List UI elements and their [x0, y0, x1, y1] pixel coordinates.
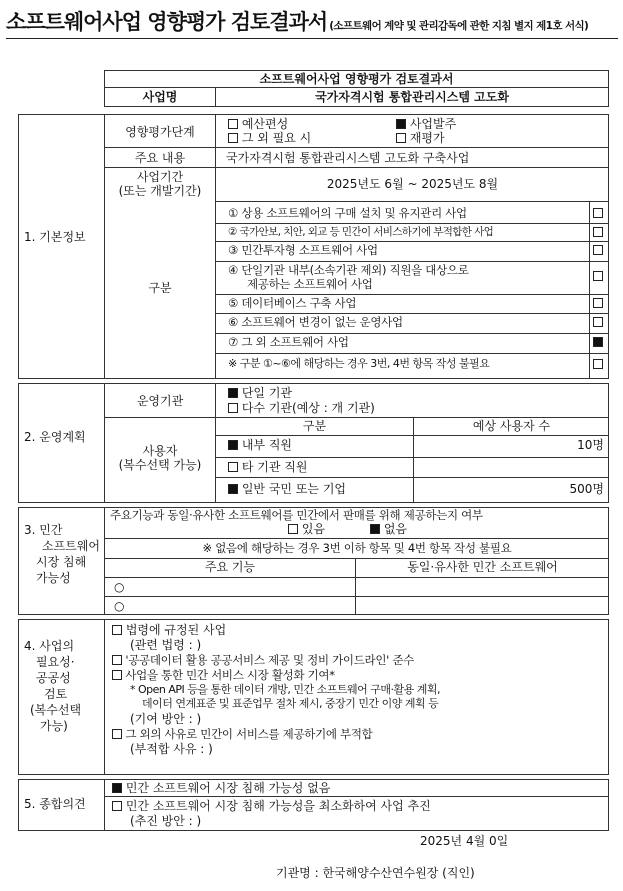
section-4-label-5: (복수선택 [30, 703, 82, 717]
opinion-minimize-checkbox[interactable] [112, 801, 122, 811]
project-label: 사업명 [104, 87, 216, 107]
signer: 기관명 : 한국해양수산연수원장 (직인) [276, 866, 475, 880]
necessity-market-checkbox[interactable] [112, 670, 122, 680]
stage-option-budget[interactable]: 예산편성 [228, 117, 288, 131]
opinion-minimize[interactable]: 민간 소프트웨어 시장 침해 가능성을 최소화하여 사업 추진 [112, 799, 431, 813]
project-name: 국가자격시험 통합관리시스템 고도화 [215, 87, 609, 107]
necessity-law-detail: (관련 법령 : ) [130, 638, 202, 652]
opinion-no-impact-checkbox[interactable] [112, 783, 122, 793]
user-label: 사용자 [142, 444, 178, 458]
section-4-label-3: 공공성 [36, 671, 71, 685]
header-title: 소프트웨어사업 영향평가 검토결과서 [6, 10, 328, 34]
market-yes-checkbox[interactable] [288, 524, 298, 534]
stage-option-other[interactable]: 그 외 필요 시 [228, 131, 311, 145]
org-single[interactable]: 단일 기관 [228, 386, 292, 400]
stage-order-checkbox[interactable] [396, 119, 406, 129]
class-item-7: ⑦ 그 외 소프트웨어 사업 [228, 335, 349, 349]
user-row-public[interactable]: 일반 국민 또는 기업 [228, 482, 346, 496]
class-item-4-cont: 제공하는 소프트웨어 사업 [247, 277, 373, 291]
stage-budget-checkbox[interactable] [228, 119, 238, 129]
necessity-law-checkbox[interactable] [112, 625, 122, 635]
class-item-1: ① 상용 소프트웨어의 구매 설치 및 유지관리 사업 [228, 206, 467, 220]
class-item-1-checkbox[interactable] [593, 208, 603, 218]
necessity-other[interactable]: 그 외의 사유로 민간이 서비스를 제공하기에 부적합 [112, 727, 372, 741]
market-bullet-1: ○ [114, 580, 125, 594]
org-multi[interactable]: 다수 기관(예상 : 개 기관) [228, 401, 375, 415]
section-4-label-6: 가능) [40, 719, 68, 733]
necessity-market-detail: (기여 방안 : ) [130, 712, 202, 726]
market-yes[interactable]: 있음 [288, 522, 325, 536]
stage-reeval-checkbox[interactable] [396, 133, 406, 143]
org-multi-checkbox[interactable] [228, 403, 238, 413]
opinion-no-impact[interactable]: 민간 소프트웨어 시장 침해 가능성 없음 [112, 781, 330, 795]
user-public-count: 500명 [569, 482, 604, 496]
page-header [6, 6, 618, 40]
necessity-other-detail: (부적합 사유 : ) [130, 742, 213, 756]
header-divider [6, 38, 618, 39]
section-1-label: 1. 기본정보 [24, 230, 86, 244]
section-3-label-4: 가능성 [36, 571, 71, 585]
class-item-3: ③ 민간투자형 소프트웨어 사업 [228, 243, 378, 257]
market-question: 주요기능과 동일·유사한 소프트웨어를 민간에서 판매를 위해 제공하는지 여부 [110, 508, 483, 522]
org-single-checkbox[interactable] [228, 388, 238, 398]
user-internal-count: 10명 [577, 438, 604, 452]
necessity-market-note-2: 데이터 연계표준 및 표준업무 절차 제시, 중장기 민간 이양 계획 등 [142, 697, 439, 710]
class-item-7-checkbox[interactable] [593, 337, 603, 347]
necessity-guideline[interactable]: '공공데이터 활용 공공서비스 제공 및 정비 가이드라인' 준수 [112, 653, 414, 667]
stage-label: 영향평가단계 [125, 125, 195, 139]
user-other-org-checkbox[interactable] [228, 462, 238, 472]
user-public-checkbox[interactable] [228, 484, 238, 494]
stage-option-order[interactable]: 사업발주 [396, 117, 456, 131]
col-kind: 구분 [302, 419, 327, 433]
class-label: 구분 [148, 281, 172, 295]
period-value: 2025년도 6월 ~ 2025년도 8월 [326, 177, 499, 191]
period-label-sub: (또는 개발기간) [118, 184, 202, 198]
form-caption: 소프트웨어사업 영향평가 검토결과서 [104, 70, 609, 88]
col-main-function: 주요 기능 [204, 560, 256, 574]
section-4-label-2: 필요성· [36, 655, 75, 669]
user-row-other-org[interactable]: 타 기관 직원 [228, 460, 307, 474]
necessity-market-note-1: * Open API 등을 통한 데이터 개방, 민간 소프트웨어 구매·활용 계획, [130, 683, 441, 696]
class-item-2: ② 국가안보, 치안, 외교 등 민간이 서비스하기에 부적합한 사업 [228, 226, 494, 238]
header-subtitle: (소프트웨어 계약 및 관리감독에 관한 지침 별지 제1호 서식) [329, 20, 589, 32]
section-5-label: 5. 종합의견 [24, 797, 86, 811]
stage-option-reeval[interactable]: 재평가 [396, 131, 445, 145]
org-label: 운영기관 [136, 394, 184, 408]
section-4-label-4: 검토 [44, 687, 68, 701]
class-note: ※ 구분 ①~⑥에 해당하는 경우 3번, 4번 항목 작성 불필요 [228, 357, 490, 370]
user-row-internal[interactable]: 내부 직원 [228, 438, 292, 452]
section-3-label-3: 시장 침해 [36, 555, 87, 569]
necessity-market[interactable]: 사업을 통한 민간 서비스 시장 활성화 기여* [112, 668, 335, 682]
stage-other-checkbox[interactable] [228, 133, 238, 143]
market-no[interactable]: 없음 [370, 522, 407, 536]
period-label: 사업기간 [136, 170, 184, 184]
col-similar-software: 동일·유사한 민간 소프트웨어 [407, 560, 558, 574]
form-date: 2025년 4월 0일 [420, 834, 509, 848]
necessity-other-checkbox[interactable] [112, 729, 122, 739]
class-item-6-checkbox[interactable] [593, 317, 603, 327]
section-3-label-2: 소프트웨어 [42, 539, 100, 553]
section-4-label-1: 4. 사업의 [24, 639, 75, 653]
user-internal-checkbox[interactable] [228, 440, 238, 450]
section-3-label-1: 3. 민간 [24, 523, 63, 537]
class-item-3-checkbox[interactable] [593, 245, 603, 255]
section-2-label: 2. 운영계획 [24, 430, 86, 444]
class-item-5-checkbox[interactable] [593, 298, 603, 308]
user-label-sub: (복수선택 가능) [118, 458, 202, 472]
market-note: ※ 없음에 해당하는 경우 3번 이하 항목 및 4번 항목 작성 불필요 [202, 541, 512, 555]
class-item-2-checkbox[interactable] [593, 227, 603, 237]
necessity-guideline-checkbox[interactable] [112, 655, 122, 665]
class-item-6: ⑥ 소프트웨어 변경이 없는 운영사업 [228, 315, 403, 329]
content-label: 주요 내용 [134, 151, 186, 165]
market-bullet-2: ○ [114, 599, 125, 613]
class-item-4-checkbox[interactable] [593, 271, 603, 281]
content-value: 국가자격시험 통합관리시스템 고도화 구축사업 [226, 151, 470, 165]
class-item-4: ④ 단일기관 내부(소속기관 제외) 직원을 대상으로 [228, 263, 469, 277]
class-item-5: ⑤ 데이터베이스 구축 사업 [228, 296, 357, 310]
opinion-minimize-detail: (추진 방안 : ) [130, 814, 202, 828]
col-count: 예상 사용자 수 [472, 419, 551, 433]
necessity-law[interactable]: 법령에 규정된 사업 [112, 623, 226, 637]
market-no-checkbox[interactable] [370, 524, 380, 534]
class-note-checkbox[interactable] [593, 359, 603, 369]
